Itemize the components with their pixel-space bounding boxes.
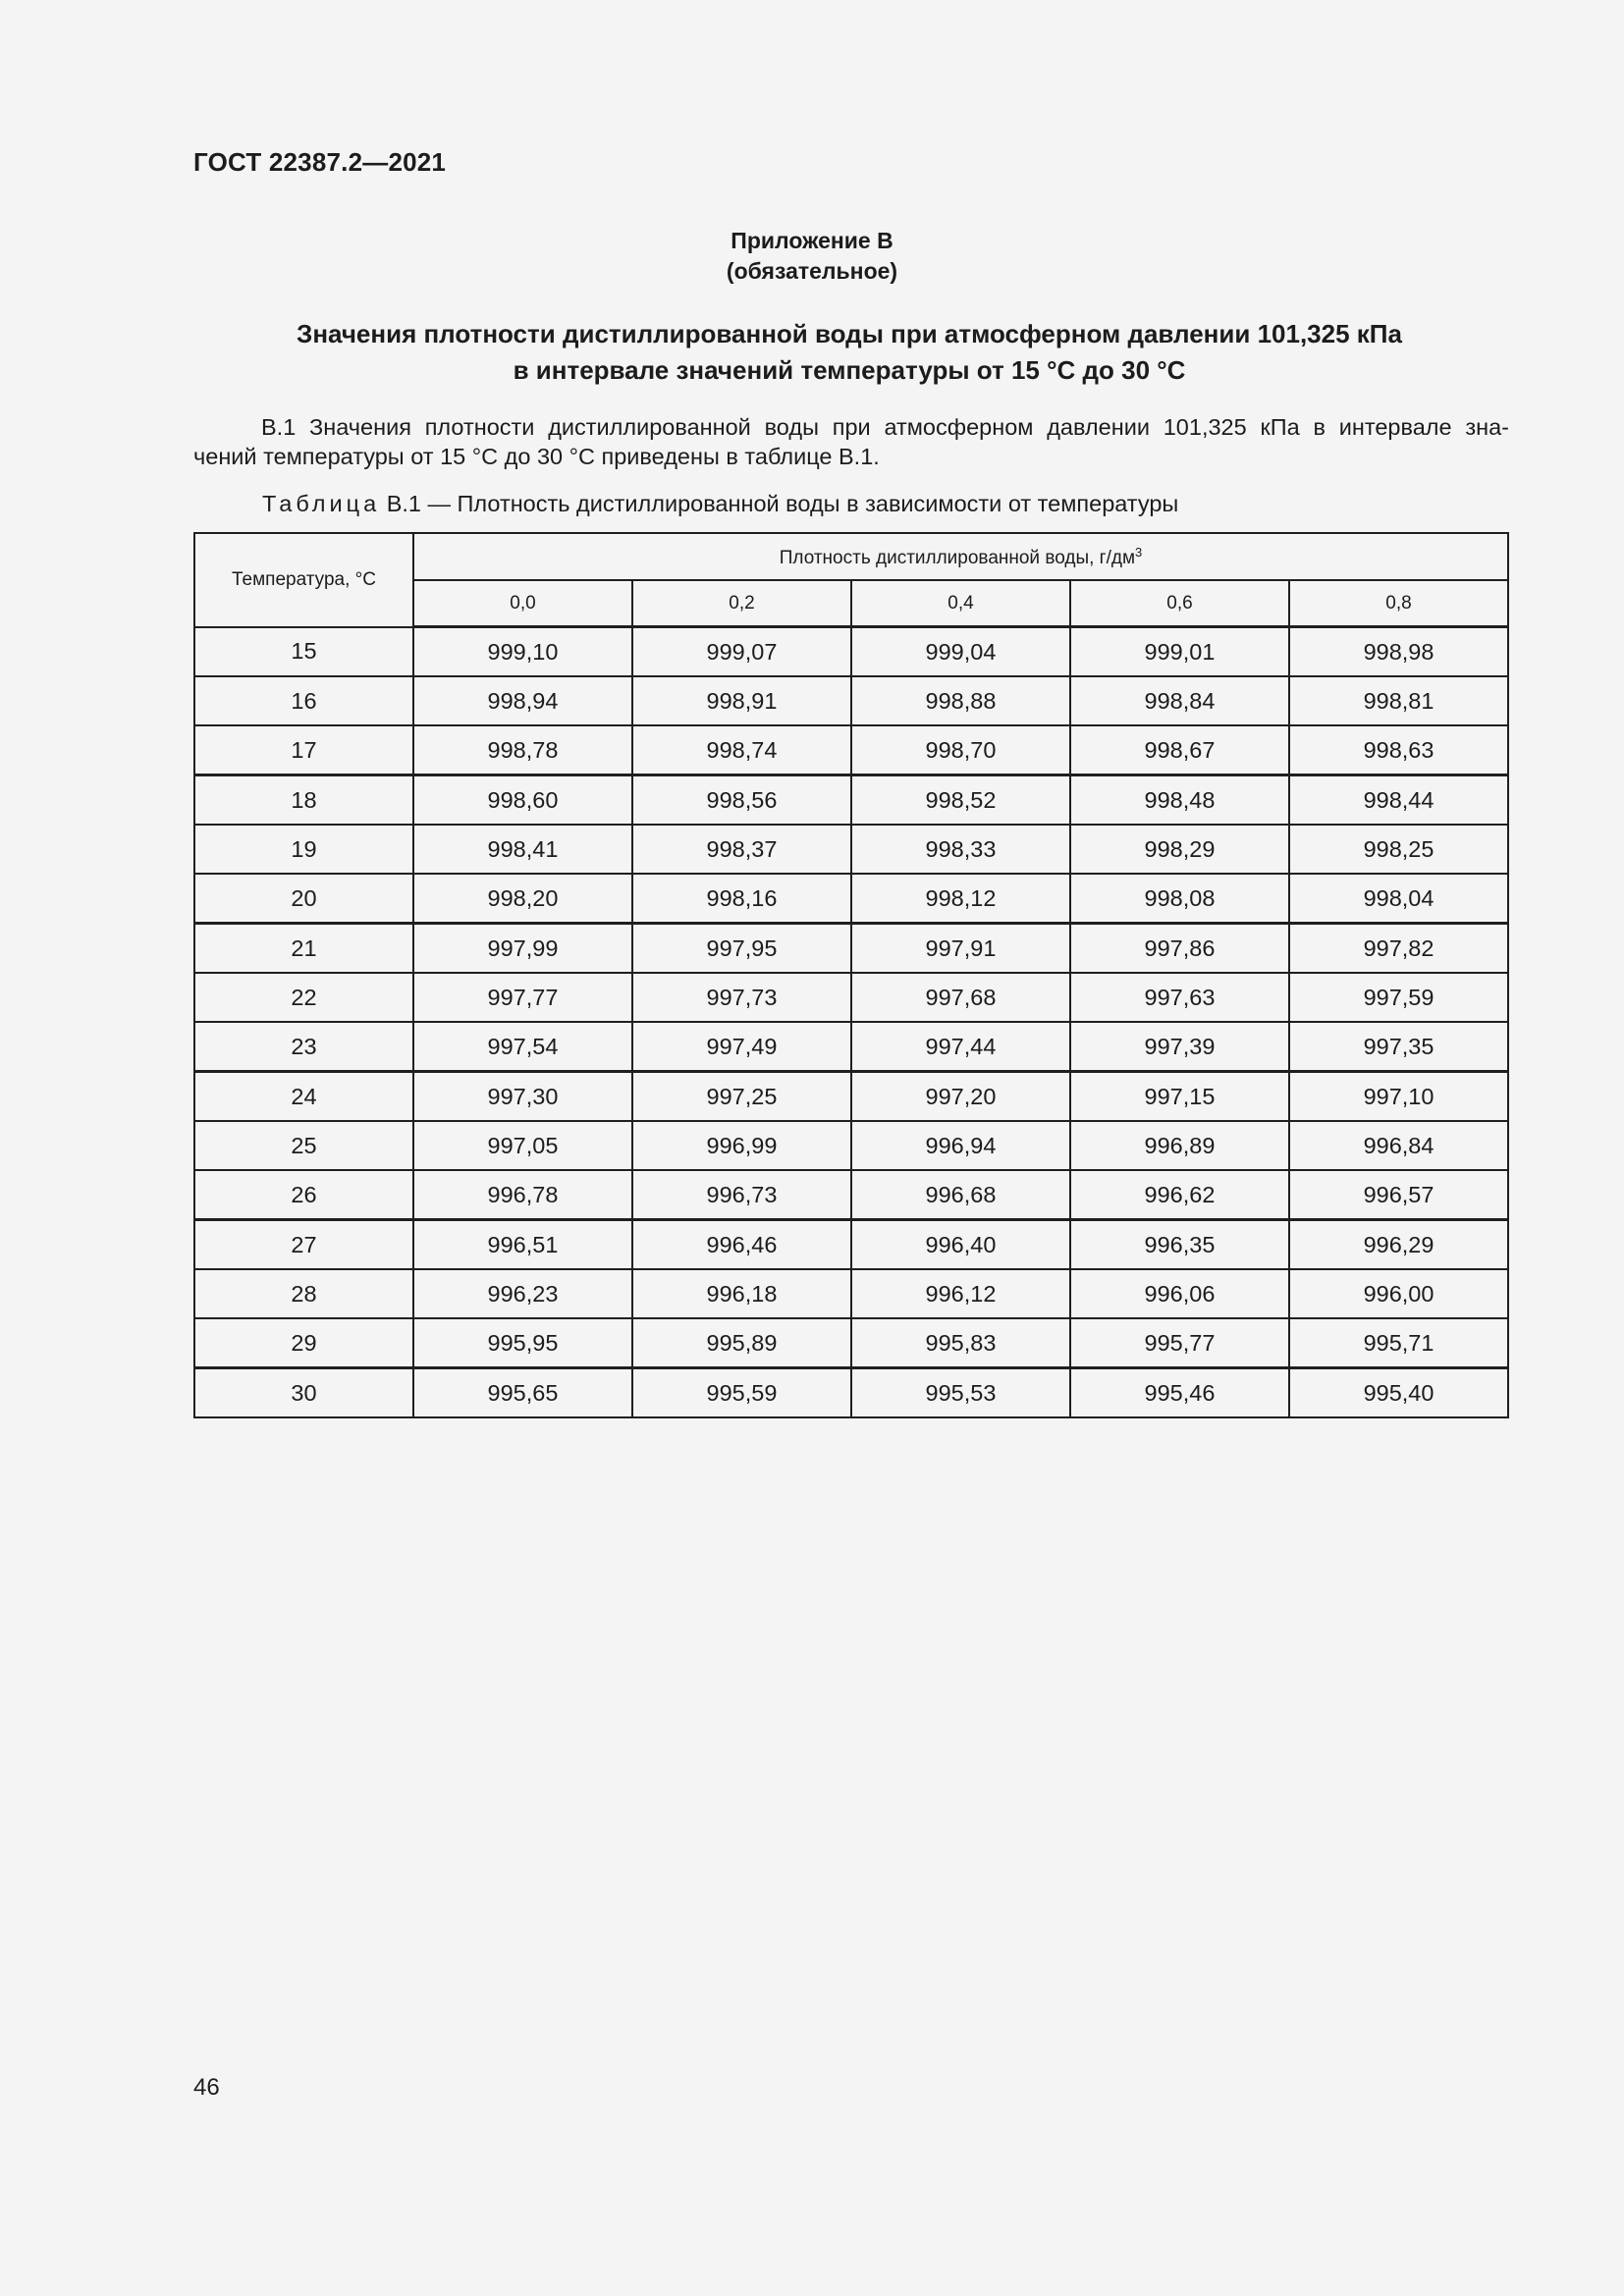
density-cell: 996,18 [632, 1269, 851, 1318]
appendix-status: (обязательное) [726, 258, 898, 284]
density-cell: 996,68 [851, 1170, 1070, 1220]
temperature-cell: 24 [194, 1072, 413, 1122]
density-cell: 996,46 [632, 1220, 851, 1270]
density-cell: 996,57 [1289, 1170, 1508, 1220]
section-heading-line1: Значения плотности дистиллированной воды при атмосферном давлении 101,325 кПа [297, 319, 1402, 348]
table-row [194, 973, 1508, 1022]
density-cell: 997,39 [1070, 1022, 1289, 1072]
density-cell: 997,30 [413, 1072, 632, 1122]
temperature-cell: 29 [194, 1318, 413, 1368]
density-cell: 995,89 [632, 1318, 851, 1368]
density-cell: 998,25 [1289, 825, 1508, 874]
density-cell: 998,33 [851, 825, 1070, 874]
density-cell: 996,29 [1289, 1220, 1508, 1270]
density-cell: 997,95 [632, 924, 851, 974]
density-cell: 995,46 [1070, 1368, 1289, 1418]
temperature-cell: 25 [194, 1121, 413, 1170]
density-cell: 997,44 [851, 1022, 1070, 1072]
density-cell: 998,98 [1289, 627, 1508, 677]
table-row [194, 924, 1508, 974]
density-cell: 996,94 [851, 1121, 1070, 1170]
density-cell: 998,74 [632, 725, 851, 775]
density-unit-superscript: 3 [1135, 544, 1143, 560]
density-cell: 996,78 [413, 1170, 632, 1220]
density-cell: 998,67 [1070, 725, 1289, 775]
density-cell: 998,16 [632, 874, 851, 924]
temperature-cell: 19 [194, 825, 413, 874]
density-cell: 996,40 [851, 1220, 1070, 1270]
density-cell: 996,51 [413, 1220, 632, 1270]
density-cell: 996,84 [1289, 1121, 1508, 1170]
density-cell: 996,89 [1070, 1121, 1289, 1170]
table-row [194, 775, 1508, 826]
density-cell: 998,52 [851, 775, 1070, 826]
page-number: 46 [193, 2074, 220, 2101]
temperature-cell: 30 [194, 1368, 413, 1418]
density-cell: 998,94 [413, 676, 632, 725]
density-cell: 996,23 [413, 1269, 632, 1318]
density-cell: 998,56 [632, 775, 851, 826]
density-cell: 997,25 [632, 1072, 851, 1122]
density-cell: 999,04 [851, 627, 1070, 677]
subheader-cell: 0,8 [1289, 580, 1508, 627]
table-row [194, 627, 1508, 677]
density-cell: 997,20 [851, 1072, 1070, 1122]
appendix-title: Приложение В [731, 228, 893, 253]
table-row [194, 825, 1508, 874]
paragraph-line2: чений температуры от 15 °С до 30 °С приведены в таблице В.1. [193, 444, 880, 469]
subheader-cell: 0,6 [1070, 580, 1289, 627]
density-cell: 998,37 [632, 825, 851, 874]
density-cell: 996,35 [1070, 1220, 1289, 1270]
table-caption-text: В.1 — Плотность дистиллированной воды в зависимости от температуры [386, 491, 1179, 516]
density-column-header: Плотность дистиллированной воды, $г/дм^3$ [413, 533, 1508, 580]
table-body [194, 627, 1508, 1418]
density-cell: 997,82 [1289, 924, 1508, 974]
table-caption [262, 491, 1178, 517]
density-cell: 998,81 [1289, 676, 1508, 725]
density-cell: 998,60 [413, 775, 632, 826]
subheader-cell: 0,0 [413, 580, 632, 627]
density-cell: 998,70 [851, 725, 1070, 775]
density-cell: 997,86 [1070, 924, 1289, 974]
density-cell: 997,35 [1289, 1022, 1508, 1072]
table-row [194, 1072, 1508, 1122]
temperature-cell: 28 [194, 1269, 413, 1318]
document-code: ГОСТ 22387.2—2021 [193, 147, 447, 177]
density-cell: 998,44 [1289, 775, 1508, 826]
density-cell: 997,77 [413, 973, 632, 1022]
temperature-cell: 20 [194, 874, 413, 924]
density-cell: 998,04 [1289, 874, 1508, 924]
density-cell: 995,71 [1289, 1318, 1508, 1368]
density-cell: 996,73 [632, 1170, 851, 1220]
density-cell: 995,40 [1289, 1368, 1508, 1418]
density-cell: 999,10 [413, 627, 632, 677]
temperature-cell: 22 [194, 973, 413, 1022]
table-row [194, 1170, 1508, 1220]
density-cell: 996,00 [1289, 1269, 1508, 1318]
density-cell: 996,06 [1070, 1269, 1289, 1318]
density-cell: 995,59 [632, 1368, 851, 1418]
density-cell: 995,83 [851, 1318, 1070, 1368]
density-cell: 997,10 [1289, 1072, 1508, 1122]
section-heading-line2: в интервале значений температуры от 15 °С до 30 °С [513, 355, 1186, 385]
density-cell: 997,68 [851, 973, 1070, 1022]
temperature-cell: 23 [194, 1022, 413, 1072]
table-row [194, 1269, 1508, 1318]
table-row [194, 676, 1508, 725]
density-cell: 998,78 [413, 725, 632, 775]
temperature-cell: 27 [194, 1220, 413, 1270]
density-cell: 998,84 [1070, 676, 1289, 725]
density-cell: 997,59 [1289, 973, 1508, 1022]
density-cell: 996,12 [851, 1269, 1070, 1318]
density-cell: 999,07 [632, 627, 851, 677]
density-cell: 999,01 [1070, 627, 1289, 677]
density-cell: 998,08 [1070, 874, 1289, 924]
table-row [194, 1022, 1508, 1072]
density-cell: 997,05 [413, 1121, 632, 1170]
density-cell: 996,99 [632, 1121, 851, 1170]
density-cell: 998,48 [1070, 775, 1289, 826]
paragraph-b1 [193, 412, 1509, 471]
density-cell: 997,15 [1070, 1072, 1289, 1122]
temperature-cell: 16 [194, 676, 413, 725]
table-row [194, 1368, 1508, 1418]
density-cell: 995,95 [413, 1318, 632, 1368]
density-cell: 998,88 [851, 676, 1070, 725]
density-cell: 996,62 [1070, 1170, 1289, 1220]
appendix-heading [0, 226, 1624, 287]
section-heading [0, 316, 1624, 389]
temperature-cell: 18 [194, 775, 413, 826]
density-cell: 995,65 [413, 1368, 632, 1418]
density-cell: 998,63 [1289, 725, 1508, 775]
table-caption-label: Таблица [262, 491, 381, 516]
density-cell: 997,63 [1070, 973, 1289, 1022]
density-cell: 998,29 [1070, 825, 1289, 874]
density-table [193, 532, 1509, 1418]
table-row [194, 1121, 1508, 1170]
table-row [194, 725, 1508, 775]
density-cell: 998,20 [413, 874, 632, 924]
density-cell: 998,12 [851, 874, 1070, 924]
temperature-cell: 21 [194, 924, 413, 974]
subheader-cell: 0,2 [632, 580, 851, 627]
density-cell: 995,53 [851, 1368, 1070, 1418]
paragraph-line1: В.1 Значения плотности дистиллированной воды при атмосферном давлении 101,325 кПа в интервале зна- [261, 414, 1509, 440]
subheader-cell: 0,4 [851, 580, 1070, 627]
density-cell: 997,73 [632, 973, 851, 1022]
table-row [194, 874, 1508, 924]
table-row [194, 1318, 1508, 1368]
density-cell: 997,54 [413, 1022, 632, 1072]
temperature-cell: 15 [194, 627, 413, 677]
table-row [194, 1220, 1508, 1270]
density-cell: 998,91 [632, 676, 851, 725]
temperature-cell: 17 [194, 725, 413, 775]
density-cell: 995,77 [1070, 1318, 1289, 1368]
density-cell: 997,49 [632, 1022, 851, 1072]
density-cell: 997,99 [413, 924, 632, 974]
temperature-cell: 26 [194, 1170, 413, 1220]
density-cell: 997,91 [851, 924, 1070, 974]
temperature-column-header: Температура, °С [194, 533, 413, 627]
density-cell: 998,41 [413, 825, 632, 874]
